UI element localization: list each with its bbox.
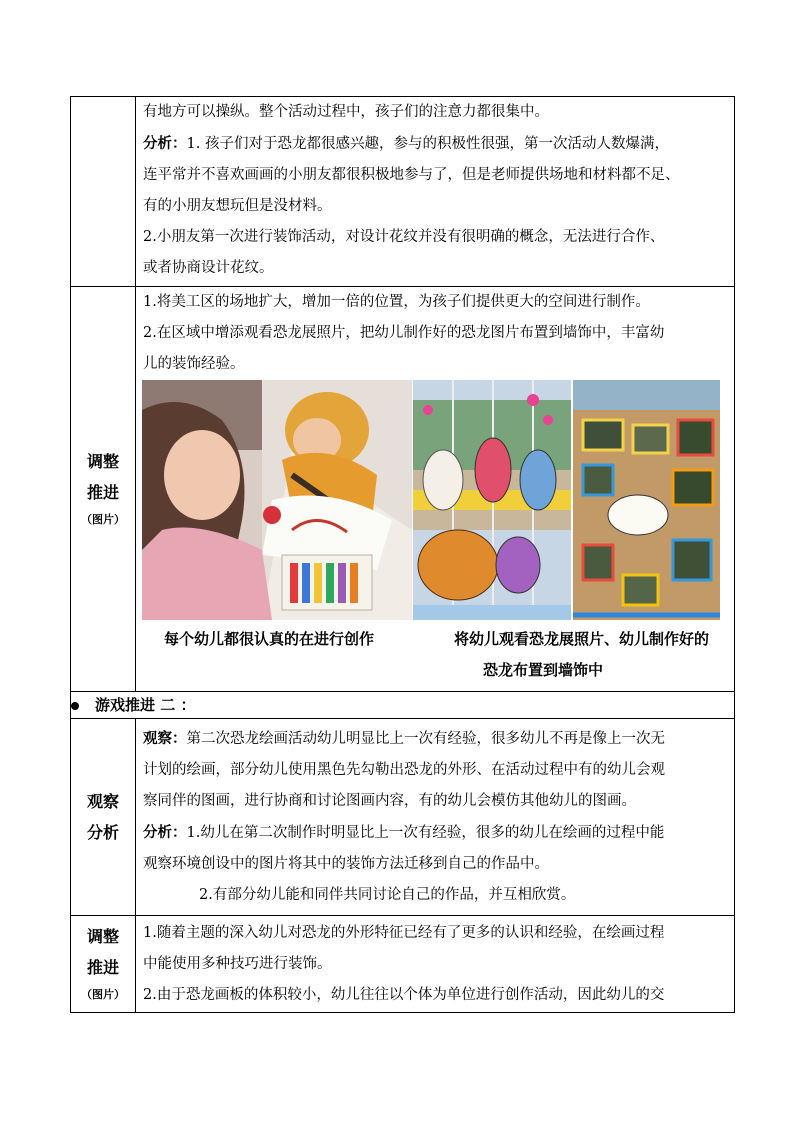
caption-right-line2: 恐龙布置到墙饰中 bbox=[483, 661, 604, 679]
label-adjust-2: 调整 bbox=[86, 927, 119, 946]
row-observe bbox=[71, 719, 735, 916]
section-row bbox=[71, 692, 735, 719]
analysis-label-2: 分析： bbox=[143, 824, 187, 841]
row2-label-cell bbox=[71, 287, 136, 692]
label-picture-2: （图片） bbox=[81, 988, 125, 1001]
row4-label-cell bbox=[71, 916, 136, 1013]
label-advance-2: 推进 bbox=[86, 958, 119, 977]
row4-content-cell bbox=[136, 916, 735, 1013]
row3-line5: 观察环境创设中的图片将其中的装饰方法迁移到自己的作品中。 bbox=[143, 856, 549, 872]
row2-content-cell bbox=[136, 287, 735, 692]
row1-line3: 连平常并不喜欢画画的小朋友都很积极地参与了，但是老师提供场地和材料都不足、 bbox=[143, 167, 680, 183]
row2-line3: 儿的装饰经验。 bbox=[143, 356, 245, 372]
photo-strip bbox=[142, 380, 734, 620]
section-title: 游戏推进 二 ： bbox=[95, 696, 196, 714]
row-adjust-2 bbox=[71, 916, 735, 1013]
row1-line2: 1. 孩子们对于恐龙都很感兴趣，参与的积极性很强，第一次活动人数爆满， bbox=[186, 136, 669, 152]
row3-content-cell bbox=[136, 719, 735, 916]
row-adjust-1 bbox=[71, 287, 735, 692]
row1-line4: 有的小朋友想玩但是没材料。 bbox=[143, 198, 332, 214]
caption-left: 每个幼儿都很认真的在进行创作 bbox=[164, 630, 375, 648]
observe-label: 观察： bbox=[143, 730, 187, 747]
row3-line3: 察同伴的图画，进行协商和讨论图画内容，有的幼儿会模仿其他幼儿的图画。 bbox=[143, 793, 636, 809]
caption-right-line1: 将幼儿观看恐龙展照片、幼儿制作好的 bbox=[454, 630, 710, 648]
bullet-icon bbox=[71, 702, 79, 710]
row1-content-cell bbox=[136, 97, 735, 287]
row3-line2: 计划的绘画，部分幼儿使用黑色先勾勒出恐龙的外形、在活动过程中有的幼儿会观 bbox=[143, 762, 665, 778]
row3-label-cell bbox=[71, 719, 136, 916]
label-adjust: 调整 bbox=[86, 452, 119, 471]
row4-line3: 2.由于恐龙画板的体积较小，幼儿往往以个体为单位进行创作活动，因此幼儿的交 bbox=[143, 987, 665, 1003]
row4-line1: 1.随着主题的深入幼儿对恐龙的外形特征已经有了更多的认识和经验，在绘画过程 bbox=[143, 925, 665, 941]
label-picture: （图片） bbox=[81, 513, 125, 526]
record-table bbox=[70, 96, 735, 1013]
row3-line1: 第二次恐龙绘画活动幼儿明显比上一次有经验，很多幼儿不再是像上一次无 bbox=[186, 731, 665, 747]
row3-line4: 1.幼儿在第二次制作时明显比上一次有经验，很多的幼儿在绘画的过程中能 bbox=[186, 825, 665, 841]
photo-window-display bbox=[413, 380, 571, 620]
row2-line2: 2.在区域中增添观看恐龙展照片，把幼儿制作好的恐龙图片布置到墙饰中，丰富幼 bbox=[143, 325, 665, 341]
row2-line1: 1.将美工区的场地扩大，增加一倍的位置，为孩子们提供更大的空间进行制作。 bbox=[143, 294, 650, 310]
row-first-activity bbox=[71, 97, 735, 287]
label-analyze: 分析 bbox=[86, 823, 119, 842]
section-header bbox=[71, 692, 735, 719]
analysis-label: 分析： bbox=[143, 135, 187, 152]
row1-line6: 或者协商设计花纹。 bbox=[143, 260, 274, 276]
row1-line5: 2.小朋友第一次进行装饰活动，对设计花纹并没有很明确的概念，无法进行合作、 bbox=[143, 229, 665, 245]
photo-wall-display bbox=[573, 380, 720, 620]
row3-line6: 2.有部分幼儿能和同伴共同讨论自己的作品，并互相欣赏。 bbox=[199, 887, 576, 903]
photo-children-drawing bbox=[142, 380, 412, 620]
row4-line2: 中能使用多种技巧进行装饰。 bbox=[143, 956, 332, 972]
label-advance: 推进 bbox=[86, 483, 119, 502]
photo-captions bbox=[136, 620, 734, 684]
label-observe: 观察 bbox=[86, 792, 119, 811]
row1-label-cell bbox=[71, 97, 136, 287]
row1-line1: 有地方可以操纵。整个活动过程中，孩子们的注意力都很集中。 bbox=[143, 104, 549, 120]
